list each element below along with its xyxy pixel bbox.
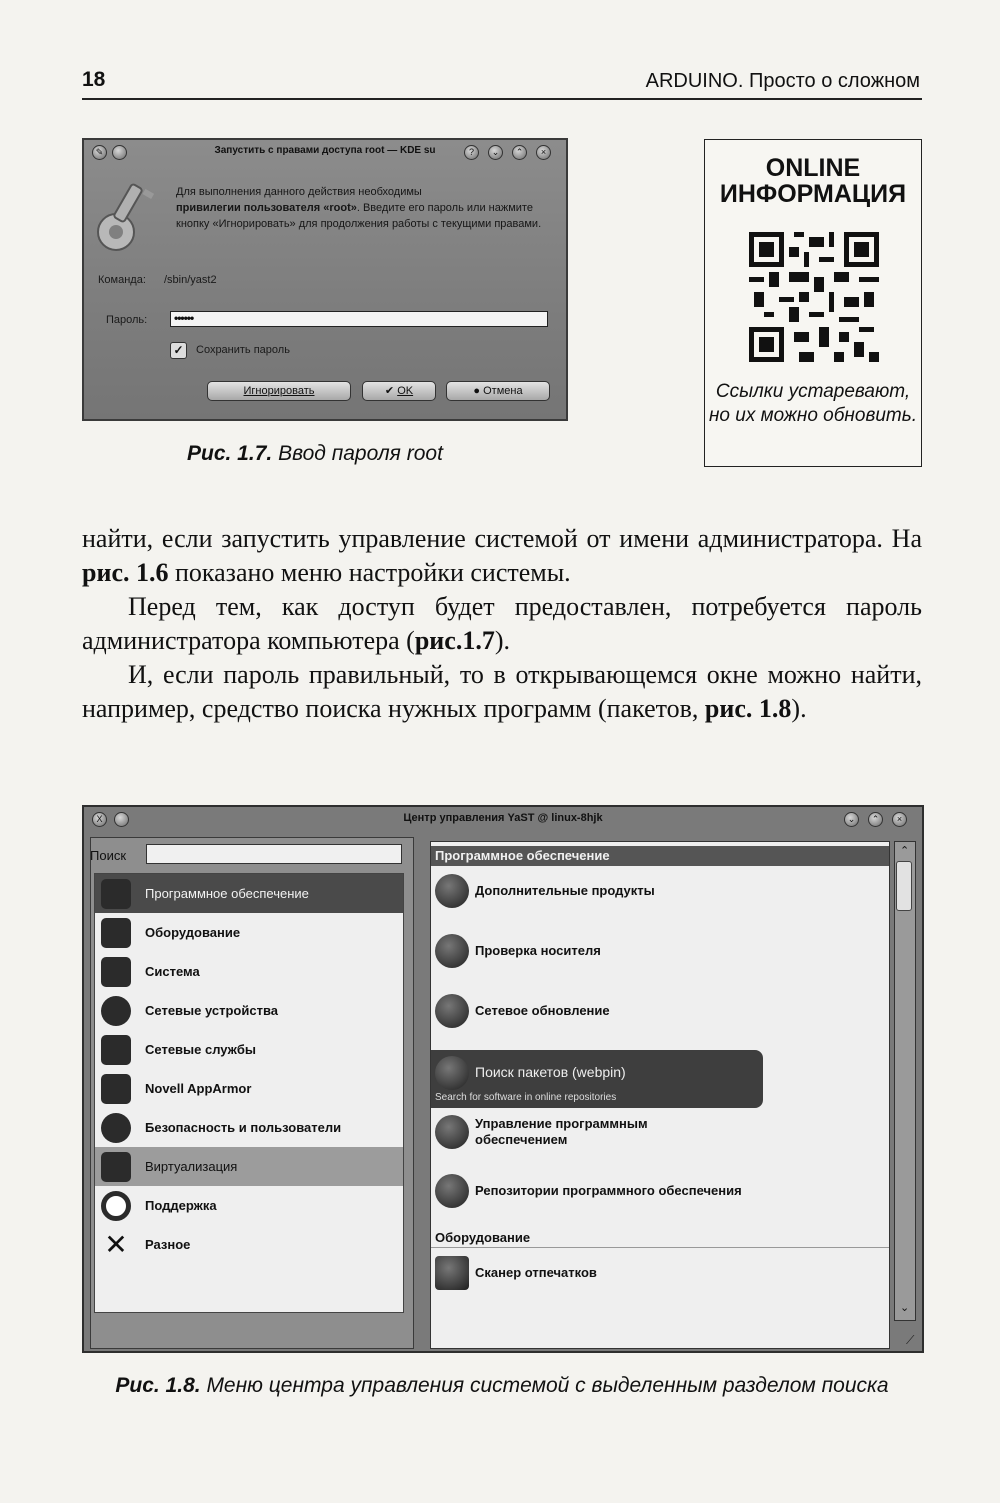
running-head: ARDUINO. Просто о сложном [645,70,920,92]
fingerprint-reader-icon [435,1256,469,1290]
module-subtitle: Search for software in online repositories [435,1092,617,1103]
online-subtitle: ИНФОРМАЦИЯ [719,180,907,208]
scroll-thumb[interactable] [896,861,912,911]
section-hardware-header: Оборудование [431,1228,889,1248]
software-icon [101,879,131,909]
package-search-icon [435,1056,469,1090]
ok-button[interactable]: ✔ OK [362,381,436,401]
repository-icon [435,1174,469,1208]
monitor-icon [101,957,131,987]
minimize-icon[interactable]: ⌄ [844,812,859,827]
disc-icon [435,934,469,968]
section-software-header: Программное обеспечение [431,846,889,866]
scroll-up-icon[interactable]: ⌃ [900,845,910,857]
command-label: Команда: [98,274,146,286]
network-services-icon [101,1035,131,1065]
tools-icon: ✕ [104,1228,128,1260]
page-number: 18 [82,68,106,91]
wrench-icon[interactable]: ✎ [92,145,107,160]
category-misc[interactable]: ✕ Разное [95,1225,403,1264]
dialog-titlebar [84,140,566,166]
password-label: Пароль: [106,314,148,326]
yast-title: Центр управления YaST @ linux-8hjk [403,812,603,824]
category-network-devices[interactable]: Сетевые устройства [95,991,403,1030]
module-repositories[interactable]: Репозитории программного обеспечения [431,1172,889,1210]
update-icon [435,994,469,1028]
module-online-update[interactable]: Сетевое обновление [431,992,889,1030]
category-software[interactable]: Программное обеспечение [95,874,403,913]
close-icon[interactable]: × [892,812,907,827]
resize-grip-icon[interactable]: ⟋ [906,1333,915,1347]
header-rule [82,98,922,100]
hardware-icon [101,918,131,948]
online-title: ONLINE [765,154,861,182]
category-security[interactable]: Безопасность и пользователи [95,1108,403,1147]
network-devices-icon [101,996,131,1026]
module-fingerprint-reader[interactable]: Сканер отпечатков [431,1254,889,1292]
close-icon[interactable]: × [536,145,551,160]
module-webpin-search[interactable]: Поиск пакетов (webpin) Search for software in online repositories [431,1050,763,1108]
cancel-button[interactable]: ● Отмена [446,381,550,401]
password-input[interactable]: •••••• [170,311,548,327]
addon-icon [435,874,469,908]
maximize-icon[interactable]: ⌃ [868,812,883,827]
category-system[interactable]: Система [95,952,403,991]
online-note: Ссылки устаревают, но их можно обновить. [708,381,918,426]
yast-window [82,805,924,1353]
online-info-box [704,139,922,467]
maximize-icon[interactable]: ⌃ [512,145,527,160]
category-apparmor[interactable]: Novell AppArmor [95,1069,403,1108]
search-label: Поиск [90,848,127,863]
module-media-check[interactable]: Проверка носителя [431,932,889,970]
paragraph-1: найти, если запустить управление системой от имени администратора. На рис. 1.6 показано меню настройки системы. [82,524,922,587]
paragraph-2: Перед тем, как доступ будет предоставлен, потребуется пароль администратора компьютера (рис.1.7). [82,592,922,655]
dialog-title: Запустить с правами доступа root — KDE su [214,145,436,156]
help-icon[interactable]: ? [464,145,479,160]
figure-1-8-caption: Рис. 1.8. Меню центра управления системой с выделенным разделом поиска [115,1374,889,1397]
remember-password-checkbox[interactable]: ✓ [170,342,187,359]
virtualization-icon [101,1152,131,1182]
check-icon: ✔ [384,385,398,397]
category-support[interactable]: Поддержка [95,1186,403,1225]
module-scrollbar[interactable] [894,841,916,1321]
minimize-icon[interactable]: ⌄ [488,145,503,160]
search-input[interactable] [146,844,402,864]
module-add-on-products[interactable]: Дополнительные продукты [431,872,889,910]
category-virtualization[interactable]: Виртуализация [95,1147,403,1186]
security-icon [101,1113,131,1143]
ignore-button[interactable]: Игнорировать [207,381,351,401]
module-software-management[interactable]: Управление программным обеспечением [431,1110,889,1154]
remember-password-label: Сохранить пароль [196,344,290,356]
paragraph-3: И, если пароль правильный, то в открывающемся окне можно найти, например, средство поиска нужных программ (пакетов, рис. 1.8). [82,660,922,723]
qr-code[interactable] [749,232,879,362]
yast-app-icon[interactable]: X [92,812,107,827]
category-hardware[interactable]: Оборудование [95,913,403,952]
key-icon [92,170,162,260]
category-network-services[interactable]: Сетевые службы [95,1030,403,1069]
software-management-icon [435,1115,469,1149]
kdesu-dialog [82,138,568,421]
category-list [94,873,404,1313]
apparmor-icon [101,1074,131,1104]
dialog-message: Для выполнения данного действия необходимы привилегии пользователя «root». Введите его пароль или нажмите кнопку «Игнорировать» для продолжения работы с текущими правами. [176,186,542,230]
command-value: /sbin/yast2 [164,274,217,286]
scroll-down-icon[interactable]: ⌄ [900,1302,910,1314]
module-pane [430,841,890,1349]
cancel-icon: ● [473,385,484,397]
figure-1-7-caption: Рис. 1.7. Ввод пароля root [187,442,443,465]
lifebuoy-icon [101,1191,131,1221]
